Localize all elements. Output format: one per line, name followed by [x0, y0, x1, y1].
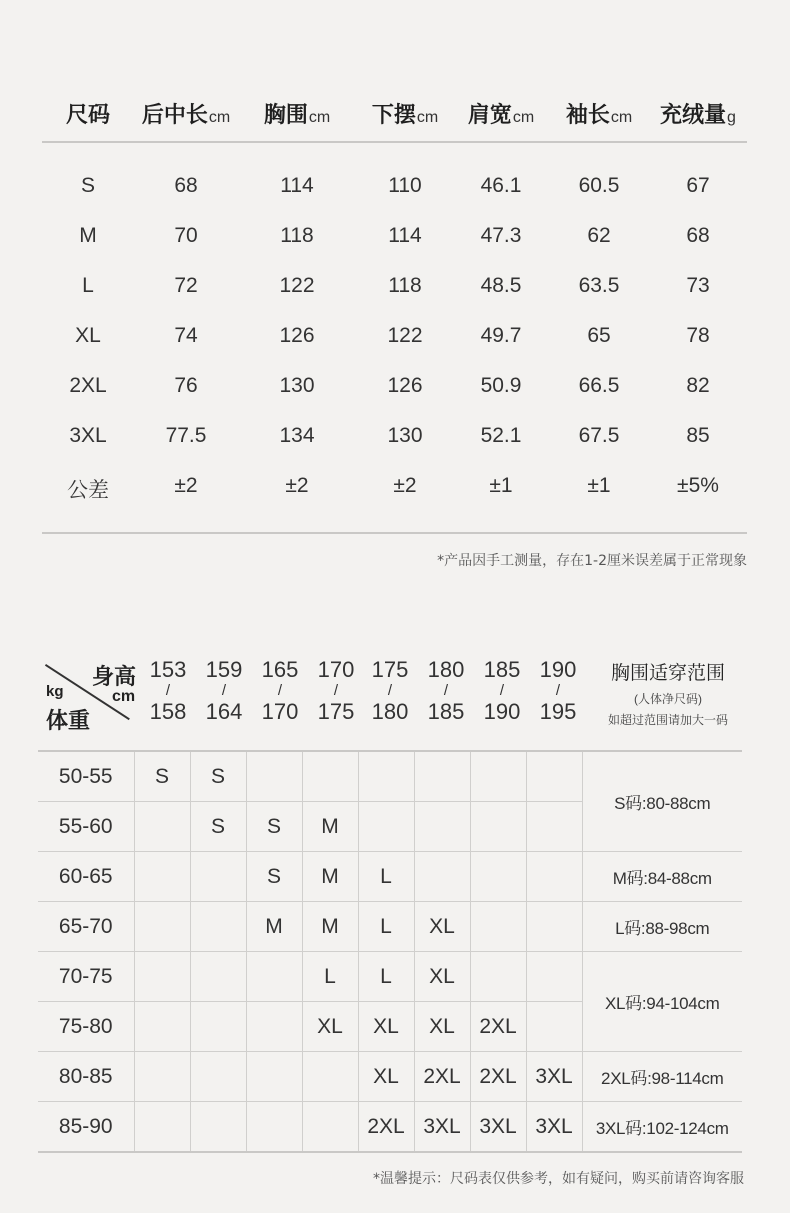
weight-range-cell: 70-75 [38, 952, 134, 1002]
size-table-cell: 73 [686, 274, 710, 297]
recommended-size-cell [190, 1102, 246, 1153]
height-range-top: 185 [483, 657, 521, 682]
recommended-size-cell: 2XL [414, 1052, 470, 1102]
size-table-row [0, 474, 790, 504]
recommended-size-cell [470, 751, 526, 802]
recommended-size-cell: 2XL [470, 1052, 526, 1102]
height-range-header [150, 658, 187, 724]
chest-range-hint: 如超过范围请加大一码 [607, 713, 729, 727]
size-table-bottom-rule [42, 532, 747, 534]
size-col-header [372, 98, 438, 129]
size-table-cell: ±2 [174, 474, 198, 497]
recommended-size-cell [302, 751, 358, 802]
recommended-size-cell [134, 1002, 190, 1052]
recommended-size-cell [414, 802, 470, 852]
size-table-row [0, 374, 790, 404]
recommended-size-cell [190, 902, 246, 952]
size-table-cell: L [82, 274, 94, 297]
height-range-bottom: 175 [317, 699, 355, 724]
fit-table-row [38, 952, 742, 1002]
height-range-header [206, 658, 243, 724]
recommended-size-cell [470, 902, 526, 952]
recommended-size-cell: L [302, 952, 358, 1002]
height-range-bottom: 164 [205, 699, 243, 724]
measurement-note: *产品因手工测量，存在1-2厘米误差属于正常现象 [437, 553, 747, 569]
size-col-header-label: 肩宽 [467, 102, 512, 127]
recommended-size-cell [470, 802, 526, 852]
size-col-header [66, 98, 110, 129]
size-col-header-unit: cm [416, 109, 439, 126]
recommended-size-cell [526, 852, 582, 902]
size-table-cell: 130 [279, 374, 315, 397]
weight-range-cell: 65-70 [38, 902, 134, 952]
size-table-cell: S [80, 174, 96, 197]
recommended-size-cell [246, 1102, 302, 1153]
chest-range-cell: 3XL码:102-124cm [582, 1102, 742, 1153]
size-table-cell: ±2 [285, 474, 309, 497]
fit-table-row [38, 1052, 742, 1102]
weight-range-cell: 60-65 [38, 852, 134, 902]
recommended-size-cell [358, 802, 414, 852]
size-table-cell: 49.7 [480, 324, 522, 347]
recommended-size-cell [134, 1052, 190, 1102]
recommended-size-cell: S [246, 852, 302, 902]
recommended-size-cell [246, 751, 302, 802]
height-range-header [484, 658, 521, 724]
size-table-cell: 66.5 [578, 374, 620, 397]
recommended-size-cell: XL [414, 1002, 470, 1052]
recommended-size-cell: XL [414, 902, 470, 952]
size-table-cell: 82 [686, 374, 710, 397]
size-table-cell: 126 [279, 324, 315, 347]
size-table-cell: 3XL [69, 424, 107, 447]
size-table-cell: ±1 [587, 474, 611, 497]
height-range-header [372, 658, 409, 724]
recommended-size-cell: XL [302, 1002, 358, 1052]
height-range-top: 175 [371, 657, 409, 682]
height-range-sep: / [277, 682, 283, 699]
chest-range-subtitle: (人体净尺码) [633, 692, 702, 706]
size-table-cell: 60.5 [578, 174, 620, 197]
size-col-header-unit: cm [512, 109, 535, 126]
fit-table-row [38, 852, 742, 902]
recommended-size-cell: 2XL [358, 1102, 414, 1153]
recommended-size-cell [190, 1002, 246, 1052]
fit-grid [38, 750, 742, 1153]
recommended-size-cell [358, 751, 414, 802]
chest-range-cell: S码:80-88cm [582, 751, 742, 852]
size-table-cell: ±2 [393, 474, 417, 497]
size-table-header [42, 98, 747, 136]
size-table-cell: 63.5 [578, 274, 620, 297]
recommended-size-cell: 3XL [414, 1102, 470, 1153]
recommended-size-cell [414, 852, 470, 902]
recommended-size-cell [134, 902, 190, 952]
size-table-cell: XL [75, 324, 101, 347]
size-table-cell: 110 [388, 174, 422, 197]
height-range-top: 170 [317, 657, 355, 682]
size-col-header [142, 98, 230, 129]
weight-label: 体重 [46, 708, 91, 733]
size-col-header-unit: cm [610, 109, 633, 126]
size-table-row [0, 324, 790, 354]
recommended-size-cell: 2XL [470, 1002, 526, 1052]
size-col-header-label: 尺码 [65, 102, 111, 127]
size-table-cell: 48.5 [480, 274, 522, 297]
recommended-size-cell [190, 1052, 246, 1102]
chest-range-cell: L码:88-98cm [582, 902, 742, 952]
recommended-size-cell: S [246, 802, 302, 852]
height-range-sep: / [443, 682, 449, 699]
fit-table-row [38, 751, 742, 802]
size-table-cell: 85 [686, 424, 710, 447]
size-col-header-label: 下摆 [371, 102, 416, 127]
height-range-sep: / [333, 682, 339, 699]
size-col-header-label: 充绒量 [660, 102, 727, 127]
size-table-cell: 74 [174, 324, 198, 347]
recommended-size-cell: XL [358, 1052, 414, 1102]
size-table-cell: 114 [280, 174, 314, 197]
size-table-cell: 118 [388, 274, 422, 297]
size-table-cell: 118 [280, 224, 314, 247]
chest-range-title: 胸围适穿范围 [610, 663, 726, 684]
size-col-header [660, 98, 736, 129]
recommended-size-cell: XL [358, 1002, 414, 1052]
weight-range-cell: 80-85 [38, 1052, 134, 1102]
height-range-sep: / [499, 682, 505, 699]
recommended-size-cell [134, 802, 190, 852]
height-range-bottom: 185 [427, 699, 465, 724]
height-range-bottom: 190 [483, 699, 521, 724]
size-table-cell: 65 [587, 324, 611, 347]
size-table-cell: 122 [279, 274, 315, 297]
size-table-cell: 公差 [67, 479, 109, 502]
fit-table-header [38, 658, 743, 748]
size-table-row [0, 174, 790, 204]
recommended-size-cell [470, 852, 526, 902]
size-col-header-label: 后中长 [141, 102, 208, 127]
height-range-header [262, 658, 299, 724]
height-range-bottom: 195 [539, 699, 577, 724]
size-table-top-rule [42, 141, 747, 143]
fit-table-corner [42, 658, 136, 738]
size-table-cell: 67 [686, 174, 710, 197]
size-table-cell: ±5% [677, 474, 719, 497]
recommended-size-cell: S [190, 751, 246, 802]
height-range-header [540, 658, 577, 724]
chest-range-header [608, 658, 728, 728]
height-range-top: 165 [261, 657, 299, 682]
height-range-sep: / [165, 682, 171, 699]
size-table-cell: 68 [686, 224, 710, 247]
fit-table [38, 750, 742, 1153]
recommended-size-cell [526, 802, 582, 852]
size-table-cell: 46.1 [480, 174, 522, 197]
size-table-cell: 50.9 [480, 374, 522, 397]
size-table-cell: 2XL [69, 374, 107, 397]
recommended-size-cell: 3XL [526, 1102, 582, 1153]
height-range-bottom: 158 [149, 699, 187, 724]
recommended-size-cell [414, 751, 470, 802]
recommended-size-cell: M [302, 852, 358, 902]
size-table-cell: 122 [387, 324, 423, 347]
recommended-size-cell: M [302, 802, 358, 852]
size-table-cell: 52.1 [480, 424, 522, 447]
size-table-cell: 78 [686, 324, 710, 347]
size-col-header [264, 98, 330, 129]
size-table-cell: 68 [174, 174, 198, 197]
recommended-size-cell [190, 852, 246, 902]
recommended-size-cell: S [134, 751, 190, 802]
size-table-cell: 70 [174, 224, 198, 247]
height-unit: cm [112, 688, 136, 705]
recommended-size-cell: XL [414, 952, 470, 1002]
size-table-row [0, 224, 790, 254]
recommended-size-cell: L [358, 852, 414, 902]
weight-range-cell: 50-55 [38, 751, 134, 802]
height-range-top: 190 [539, 657, 577, 682]
size-table-cell: M [79, 224, 97, 247]
size-table-row [0, 424, 790, 454]
recommended-size-cell: 3XL [470, 1102, 526, 1153]
recommended-size-cell [526, 1002, 582, 1052]
recommended-size-cell [246, 1052, 302, 1102]
height-range-sep: / [221, 682, 227, 699]
chest-range-cell: 2XL码:98-114cm [582, 1052, 742, 1102]
size-col-header-label: 袖长 [565, 102, 610, 127]
height-range-header [318, 658, 355, 724]
size-table-row [0, 274, 790, 304]
size-col-header [566, 98, 632, 129]
recommended-size-cell [246, 1002, 302, 1052]
height-range-bottom: 170 [261, 699, 299, 724]
recommended-size-cell [134, 1102, 190, 1153]
recommended-size-cell: M [246, 902, 302, 952]
size-table-cell: 130 [387, 424, 423, 447]
height-range-bottom: 180 [371, 699, 409, 724]
size-table-cell: 62 [587, 224, 611, 247]
recommended-size-cell [302, 1052, 358, 1102]
fit-table-row [38, 902, 742, 952]
size-col-header-label: 胸围 [263, 102, 308, 127]
size-table-cell: 114 [388, 224, 422, 247]
fit-table-row [38, 1102, 742, 1153]
weight-range-cell: 85-90 [38, 1102, 134, 1153]
recommended-size-cell [302, 1102, 358, 1153]
size-col-header-unit: cm [208, 109, 231, 126]
size-table-cell: 67.5 [578, 424, 620, 447]
weight-range-cell: 75-80 [38, 1002, 134, 1052]
recommended-size-cell [246, 952, 302, 1002]
recommended-size-cell [134, 852, 190, 902]
reference-note: *温馨提示：尺码表仅供参考，如有疑问，购买前请咨询客服 [373, 1171, 744, 1187]
recommended-size-cell: 3XL [526, 1052, 582, 1102]
weight-range-cell: 55-60 [38, 802, 134, 852]
height-range-sep: / [387, 682, 393, 699]
chest-range-cell: M码:84-88cm [582, 852, 742, 902]
recommended-size-cell [190, 952, 246, 1002]
size-table-cell: 47.3 [480, 224, 522, 247]
recommended-size-cell [526, 902, 582, 952]
height-label: 身高 [92, 664, 137, 689]
recommended-size-cell: S [190, 802, 246, 852]
size-table-cell: ±1 [489, 474, 513, 497]
size-col-header-unit: cm [308, 109, 331, 126]
recommended-size-cell [526, 751, 582, 802]
recommended-size-cell: L [358, 952, 414, 1002]
size-table-cell: 126 [387, 374, 423, 397]
recommended-size-cell [134, 952, 190, 1002]
size-col-header-unit: g [727, 109, 736, 126]
size-col-header [468, 98, 534, 129]
height-range-sep: / [555, 682, 561, 699]
height-range-top: 180 [427, 657, 465, 682]
size-table-cell: 72 [174, 274, 198, 297]
size-table-cell: 76 [174, 374, 198, 397]
recommended-size-cell [470, 952, 526, 1002]
height-range-top: 159 [205, 657, 243, 682]
size-table-cell: 77.5 [165, 424, 207, 447]
weight-unit: kg [46, 683, 64, 700]
height-range-header [428, 658, 465, 724]
recommended-size-cell [526, 952, 582, 1002]
chest-range-cell: XL码:94-104cm [582, 952, 742, 1052]
height-range-top: 153 [149, 657, 187, 682]
size-table-cell: 134 [279, 424, 315, 447]
recommended-size-cell: M [302, 902, 358, 952]
recommended-size-cell: L [358, 902, 414, 952]
